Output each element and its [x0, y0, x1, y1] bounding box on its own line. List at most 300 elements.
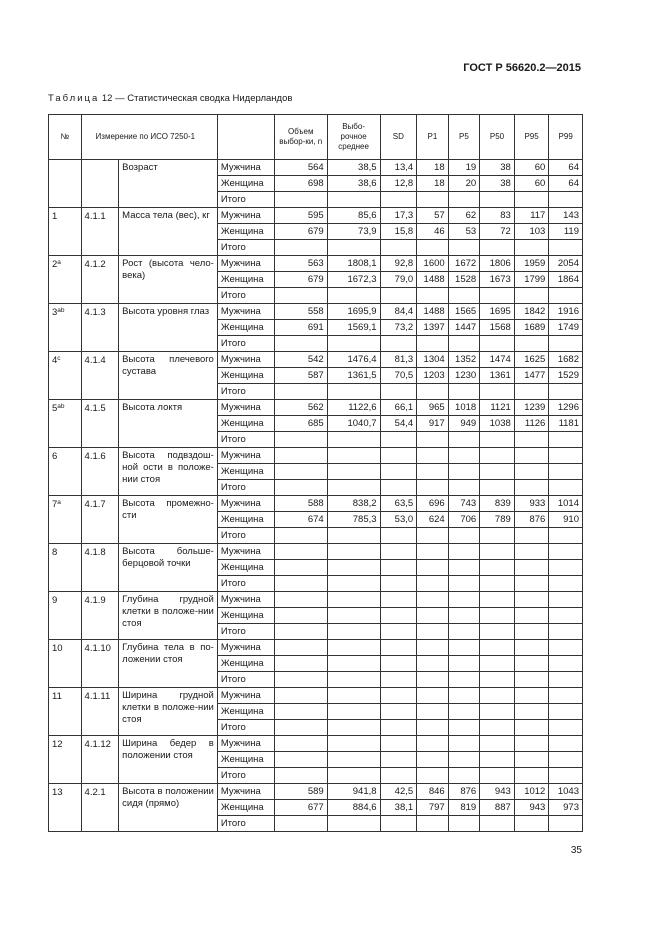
iso-code: 4.1.11	[81, 688, 119, 736]
sex-label: Женщина	[217, 656, 274, 672]
p5-cell	[448, 592, 480, 608]
mean-cell: 73,9	[327, 224, 380, 240]
footnote-marker: c	[57, 355, 61, 362]
row-number-cell	[49, 256, 82, 304]
p50-cell	[480, 752, 515, 768]
row-number: 4	[52, 355, 58, 366]
p5-cell: 1018	[448, 400, 480, 416]
table-row	[49, 496, 583, 512]
sd-cell: 54,4	[380, 416, 417, 432]
p1-cell	[417, 432, 449, 448]
p95-cell: 933	[514, 496, 549, 512]
sex-label: Итого	[217, 384, 274, 400]
p5-cell	[448, 240, 480, 256]
p99-cell	[549, 544, 583, 560]
p1-cell: 846	[417, 784, 449, 800]
sex-label: Мужчина	[217, 688, 274, 704]
p1-cell	[417, 640, 449, 656]
p1-cell	[417, 768, 449, 784]
table-header-row	[49, 115, 583, 160]
p99-cell	[549, 448, 583, 464]
caption-title: — Статистическая сводка Нидерландов	[115, 93, 293, 104]
measurement-name: Высота больше-берцовой точки	[119, 544, 218, 592]
sex-label: Женщина	[217, 224, 274, 240]
p1-cell: 18	[417, 176, 449, 192]
sd-cell: 42,5	[380, 784, 417, 800]
sample-size-cell	[274, 576, 327, 592]
measurement-name: Высота промежно-сти	[119, 496, 218, 544]
p99-cell: 1014	[549, 496, 583, 512]
mean-cell: 838,2	[327, 496, 380, 512]
mean-cell	[327, 560, 380, 576]
p99-cell: 1864	[549, 272, 583, 288]
p1-cell	[417, 240, 449, 256]
header-p95: P95	[514, 115, 549, 160]
sex-label: Женщина	[217, 560, 274, 576]
sd-cell	[380, 576, 417, 592]
row-number: 5	[52, 403, 58, 414]
p5-cell	[448, 528, 480, 544]
sample-size-cell	[274, 192, 327, 208]
sex-label: Женщина	[217, 800, 274, 816]
p95-cell: 943	[514, 800, 549, 816]
table-row	[49, 400, 583, 416]
p1-cell	[417, 720, 449, 736]
p5-cell: 1565	[448, 304, 480, 320]
table-caption	[48, 93, 292, 104]
p95-cell	[514, 736, 549, 752]
sample-size-cell: 685	[274, 416, 327, 432]
p95-cell: 876	[514, 512, 549, 528]
p50-cell	[480, 480, 515, 496]
p1-cell	[417, 528, 449, 544]
sex-label: Мужчина	[217, 352, 274, 368]
sample-size-cell	[274, 384, 327, 400]
p50-cell	[480, 240, 515, 256]
p5-cell: 1230	[448, 368, 480, 384]
sample-size-cell: 587	[274, 368, 327, 384]
p50-cell: 1806	[480, 256, 515, 272]
p1-cell: 917	[417, 416, 449, 432]
p99-cell	[549, 480, 583, 496]
measurement-name: Ширина бедер в положении стоя	[119, 736, 218, 784]
sex-label: Женщина	[217, 368, 274, 384]
p50-cell	[480, 608, 515, 624]
sample-size-cell	[274, 448, 327, 464]
row-number: 13	[52, 787, 63, 798]
p5-cell	[448, 608, 480, 624]
p5-cell	[448, 752, 480, 768]
p5-cell	[448, 704, 480, 720]
row-number-cell	[49, 160, 82, 208]
row-number-cell	[49, 784, 82, 832]
p5-cell: 819	[448, 800, 480, 816]
p99-cell	[549, 688, 583, 704]
p5-cell: 1352	[448, 352, 480, 368]
p50-cell: 1568	[480, 320, 515, 336]
p5-cell	[448, 576, 480, 592]
row-number: 11	[52, 691, 62, 702]
p95-cell	[514, 640, 549, 656]
p1-cell	[417, 336, 449, 352]
table-row	[49, 544, 583, 560]
measurement-name: Высота в положении сидя (прямо)	[119, 784, 218, 832]
sample-size-cell: 679	[274, 224, 327, 240]
mean-cell: 1808,1	[327, 256, 380, 272]
sd-cell: 38,1	[380, 800, 417, 816]
row-number: 7	[52, 499, 58, 510]
sd-cell: 66,1	[380, 400, 417, 416]
sex-label: Женщина	[217, 704, 274, 720]
sd-cell	[380, 448, 417, 464]
p50-cell	[480, 816, 515, 832]
footnote-marker: ab	[57, 403, 65, 410]
sd-cell	[380, 688, 417, 704]
statistics-table	[48, 114, 583, 832]
row-number: 6	[52, 451, 58, 462]
p5-cell	[448, 192, 480, 208]
p99-cell: 1529	[549, 368, 583, 384]
p50-cell	[480, 688, 515, 704]
p95-cell: 1239	[514, 400, 549, 416]
p5-cell	[448, 624, 480, 640]
sex-label: Женщина	[217, 752, 274, 768]
sex-label: Итого	[217, 720, 274, 736]
mean-cell	[327, 240, 380, 256]
sd-cell	[380, 608, 417, 624]
p5-cell	[448, 768, 480, 784]
caption-number: 12	[101, 93, 113, 104]
sex-label: Мужчина	[217, 784, 274, 800]
p50-cell: 72	[480, 224, 515, 240]
p95-cell: 1625	[514, 352, 549, 368]
p5-cell: 1672	[448, 256, 480, 272]
sex-label: Женщина	[217, 512, 274, 528]
p50-cell	[480, 592, 515, 608]
mean-cell	[327, 688, 380, 704]
row-number: 8	[52, 547, 58, 558]
p50-cell	[480, 560, 515, 576]
sample-size-cell: 563	[274, 256, 327, 272]
p1-cell	[417, 592, 449, 608]
mean-cell	[327, 384, 380, 400]
mean-cell: 1476,4	[327, 352, 380, 368]
p99-cell: 2054	[549, 256, 583, 272]
p95-cell	[514, 768, 549, 784]
iso-code: 4.1.2	[81, 256, 119, 304]
table-row	[49, 160, 583, 176]
sd-cell: 15,8	[380, 224, 417, 240]
p5-cell	[448, 544, 480, 560]
p50-cell: 887	[480, 800, 515, 816]
p1-cell	[417, 656, 449, 672]
p99-cell: 1296	[549, 400, 583, 416]
p1-cell	[417, 752, 449, 768]
sex-label: Мужчина	[217, 400, 274, 416]
p95-cell	[514, 608, 549, 624]
p1-cell: 46	[417, 224, 449, 240]
mean-cell	[327, 752, 380, 768]
p99-cell: 1916	[549, 304, 583, 320]
p99-cell	[549, 816, 583, 832]
table-row	[49, 592, 583, 608]
sex-label: Женщина	[217, 608, 274, 624]
p95-cell: 1126	[514, 416, 549, 432]
mean-cell: 1361,5	[327, 368, 380, 384]
header-p1: P1	[417, 115, 449, 160]
sd-cell	[380, 704, 417, 720]
sample-size-cell	[274, 752, 327, 768]
row-number-cell	[49, 496, 82, 544]
mean-cell	[327, 704, 380, 720]
table-row	[49, 256, 583, 272]
p1-cell: 1397	[417, 320, 449, 336]
sd-cell	[380, 432, 417, 448]
iso-code: 4.1.4	[81, 352, 119, 400]
p95-cell: 1689	[514, 320, 549, 336]
p50-cell	[480, 288, 515, 304]
sample-size-cell	[274, 528, 327, 544]
p5-cell	[448, 480, 480, 496]
p99-cell	[549, 576, 583, 592]
p50-cell: 943	[480, 784, 515, 800]
mean-cell: 785,3	[327, 512, 380, 528]
sex-label: Мужчина	[217, 544, 274, 560]
mean-cell	[327, 672, 380, 688]
p1-cell: 1488	[417, 272, 449, 288]
header-measurement: Измерение по ИСО 7250-1	[81, 115, 217, 160]
p5-cell	[448, 288, 480, 304]
sd-cell	[380, 336, 417, 352]
p99-cell	[549, 560, 583, 576]
p1-cell	[417, 448, 449, 464]
p99-cell	[549, 672, 583, 688]
p99-cell	[549, 240, 583, 256]
p5-cell	[448, 816, 480, 832]
sample-size-cell: 698	[274, 176, 327, 192]
p50-cell	[480, 624, 515, 640]
sd-cell	[380, 624, 417, 640]
sample-size-cell: 558	[274, 304, 327, 320]
measurement-name: Высота локтя	[119, 400, 218, 448]
sample-size-cell: 588	[274, 496, 327, 512]
sd-cell: 81,3	[380, 352, 417, 368]
footnote-marker: ab	[57, 307, 65, 314]
mean-cell	[327, 736, 380, 752]
p50-cell: 83	[480, 208, 515, 224]
p1-cell: 1304	[417, 352, 449, 368]
p99-cell	[549, 592, 583, 608]
p95-cell	[514, 560, 549, 576]
p95-cell	[514, 528, 549, 544]
p95-cell	[514, 336, 549, 352]
p5-cell: 53	[448, 224, 480, 240]
sex-label: Мужчина	[217, 496, 274, 512]
sex-label: Итого	[217, 528, 274, 544]
p99-cell	[549, 608, 583, 624]
table-row	[49, 304, 583, 320]
sex-label: Мужчина	[217, 160, 274, 176]
p50-cell	[480, 432, 515, 448]
row-number-cell	[49, 640, 82, 688]
mean-cell	[327, 480, 380, 496]
p50-cell	[480, 640, 515, 656]
iso-code: 4.2.1	[81, 784, 119, 832]
p1-cell	[417, 192, 449, 208]
iso-code	[81, 160, 119, 208]
p1-cell: 1203	[417, 368, 449, 384]
sd-cell: 13,4	[380, 160, 417, 176]
p99-cell: 64	[549, 176, 583, 192]
mean-cell	[327, 592, 380, 608]
sample-size-cell	[274, 480, 327, 496]
p1-cell	[417, 688, 449, 704]
sample-size-cell	[274, 720, 327, 736]
page-number: 35	[570, 845, 582, 856]
p5-cell	[448, 640, 480, 656]
p50-cell: 789	[480, 512, 515, 528]
iso-code: 4.1.10	[81, 640, 119, 688]
p5-cell: 1447	[448, 320, 480, 336]
row-number: 12	[52, 739, 63, 750]
p95-cell: 60	[514, 176, 549, 192]
sd-cell	[380, 736, 417, 752]
iso-code: 4.1.6	[81, 448, 119, 496]
p1-cell	[417, 288, 449, 304]
table-row	[49, 736, 583, 752]
p99-cell	[549, 192, 583, 208]
p5-cell	[448, 384, 480, 400]
iso-code: 4.1.9	[81, 592, 119, 640]
p5-cell	[448, 720, 480, 736]
sex-label: Итого	[217, 576, 274, 592]
mean-cell: 1569,1	[327, 320, 380, 336]
p50-cell: 1121	[480, 400, 515, 416]
footnote-marker: а	[57, 499, 61, 506]
p50-cell: 1673	[480, 272, 515, 288]
measurement-name: Глубина грудной клетки в положе-нии стоя	[119, 592, 218, 640]
p5-cell: 62	[448, 208, 480, 224]
sd-cell: 92,8	[380, 256, 417, 272]
p50-cell	[480, 544, 515, 560]
sex-label: Итого	[217, 480, 274, 496]
sd-cell	[380, 672, 417, 688]
sd-cell: 73,2	[380, 320, 417, 336]
sex-label: Итого	[217, 432, 274, 448]
sample-size-cell: 562	[274, 400, 327, 416]
sample-size-cell: 677	[274, 800, 327, 816]
mean-cell	[327, 192, 380, 208]
mean-cell	[327, 624, 380, 640]
mean-cell	[327, 720, 380, 736]
p50-cell: 1361	[480, 368, 515, 384]
p1-cell	[417, 560, 449, 576]
p1-cell	[417, 704, 449, 720]
sex-label: Женщина	[217, 416, 274, 432]
sample-size-cell	[274, 608, 327, 624]
p1-cell: 57	[417, 208, 449, 224]
mean-cell	[327, 464, 380, 480]
sample-size-cell	[274, 544, 327, 560]
mean-cell: 38,5	[327, 160, 380, 176]
row-number-cell	[49, 736, 82, 784]
p99-cell: 1181	[549, 416, 583, 432]
p99-cell: 1749	[549, 320, 583, 336]
p5-cell	[448, 464, 480, 480]
p95-cell	[514, 192, 549, 208]
caption-label: Таблица	[48, 93, 100, 104]
p95-cell	[514, 480, 549, 496]
p99-cell	[549, 432, 583, 448]
p1-cell: 696	[417, 496, 449, 512]
row-number-cell	[49, 352, 82, 400]
p5-cell	[448, 736, 480, 752]
row-number-cell	[49, 448, 82, 496]
p1-cell	[417, 736, 449, 752]
mean-cell	[327, 336, 380, 352]
mean-cell: 1040,7	[327, 416, 380, 432]
sd-cell	[380, 592, 417, 608]
row-number: 1	[52, 211, 58, 222]
iso-code: 4.1.7	[81, 496, 119, 544]
p50-cell	[480, 672, 515, 688]
p95-cell	[514, 464, 549, 480]
sd-cell	[380, 656, 417, 672]
row-number-cell	[49, 688, 82, 736]
p50-cell	[480, 528, 515, 544]
p5-cell	[448, 688, 480, 704]
p1-cell	[417, 544, 449, 560]
measurement-name: Высота подвздош-ной ости в положе-нии стоя	[119, 448, 218, 496]
p1-cell	[417, 624, 449, 640]
p95-cell: 60	[514, 160, 549, 176]
sample-size-cell: 691	[274, 320, 327, 336]
p95-cell: 1012	[514, 784, 549, 800]
sample-size-cell	[274, 288, 327, 304]
sex-label: Итого	[217, 768, 274, 784]
sample-size-cell	[274, 656, 327, 672]
header-mean: Выбо-рочное среднее	[327, 115, 380, 160]
p99-cell	[549, 720, 583, 736]
measurement-name: Высота уровня глаз	[119, 304, 218, 352]
sex-label: Мужчина	[217, 208, 274, 224]
p95-cell	[514, 752, 549, 768]
p99-cell	[549, 752, 583, 768]
header-sample-size: Объем выбор-ки, n	[274, 115, 327, 160]
row-number-cell	[49, 544, 82, 592]
sex-label: Женщина	[217, 320, 274, 336]
p5-cell: 706	[448, 512, 480, 528]
row-number: 2	[52, 259, 58, 270]
p99-cell	[549, 624, 583, 640]
p95-cell	[514, 624, 549, 640]
p1-cell	[417, 672, 449, 688]
p99-cell	[549, 704, 583, 720]
p95-cell	[514, 544, 549, 560]
header-no: №	[49, 115, 82, 160]
p95-cell: 103	[514, 224, 549, 240]
p50-cell	[480, 192, 515, 208]
p5-cell	[448, 560, 480, 576]
p99-cell	[549, 336, 583, 352]
row-number-cell	[49, 304, 82, 352]
sample-size-cell: 542	[274, 352, 327, 368]
sample-size-cell	[274, 240, 327, 256]
measurement-name: Возраст	[119, 160, 218, 208]
p5-cell	[448, 336, 480, 352]
p50-cell: 38	[480, 160, 515, 176]
mean-cell	[327, 448, 380, 464]
